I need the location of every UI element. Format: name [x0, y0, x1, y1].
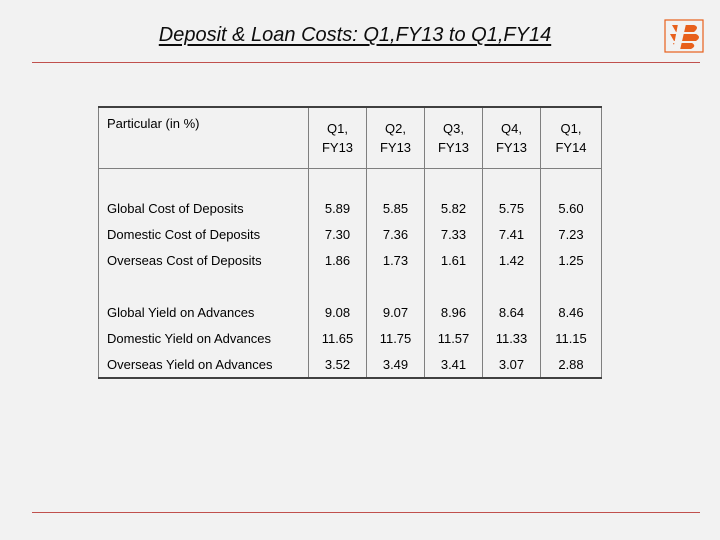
header-q3-fy13: Q3, FY13: [425, 107, 483, 169]
row-label: Global Yield on Advances: [99, 299, 309, 325]
cell-value: 8.64: [483, 299, 541, 325]
cell-value: 5.82: [425, 195, 483, 221]
header-particular: Particular (in %): [99, 107, 309, 169]
cell-value: 3.52: [309, 351, 367, 378]
cell-value: 11.15: [541, 325, 602, 351]
cost-yield-table: [98, 106, 602, 379]
cell-value: 1.86: [309, 247, 367, 273]
row-label: Overseas Yield on Advances: [99, 351, 309, 378]
cell-value: 7.23: [541, 221, 602, 247]
cell-value: 1.73: [367, 247, 425, 273]
cell-value: 11.57: [425, 325, 483, 351]
title-divider: [32, 62, 700, 63]
cell-value: 11.75: [367, 325, 425, 351]
bank-of-baroda-logo-icon: [664, 19, 704, 53]
table-row: [99, 351, 602, 378]
cell-value: 1.61: [425, 247, 483, 273]
cell-value: 7.30: [309, 221, 367, 247]
cell-value: 7.33: [425, 221, 483, 247]
cell-value: 8.46: [541, 299, 602, 325]
cell-value: 1.25: [541, 247, 602, 273]
footer-divider: [32, 512, 700, 513]
row-label: Domestic Cost of Deposits: [99, 221, 309, 247]
cell-value: 7.36: [367, 221, 425, 247]
cell-value: 11.65: [309, 325, 367, 351]
cell-value: 3.41: [425, 351, 483, 378]
cell-value: 9.08: [309, 299, 367, 325]
header-q4-fy13: Q4, FY13: [483, 107, 541, 169]
header-q1-fy14: Q1, FY14: [541, 107, 602, 169]
cell-value: 2.88: [541, 351, 602, 378]
spacer-row: [99, 169, 602, 196]
cell-value: 11.33: [483, 325, 541, 351]
table-header-row: [99, 107, 602, 169]
row-label: Global Cost of Deposits: [99, 195, 309, 221]
cell-value: 7.41: [483, 221, 541, 247]
spacer-row: [99, 273, 602, 299]
table-row: [99, 247, 602, 273]
cell-value: 8.96: [425, 299, 483, 325]
cell-value: 9.07: [367, 299, 425, 325]
row-label: Overseas Cost of Deposits: [99, 247, 309, 273]
cell-value: 5.85: [367, 195, 425, 221]
table-row: [99, 299, 602, 325]
row-label: Domestic Yield on Advances: [99, 325, 309, 351]
cell-value: 5.60: [541, 195, 602, 221]
cell-value: 3.49: [367, 351, 425, 378]
table-row: [99, 221, 602, 247]
table-row: [99, 195, 602, 221]
header-q2-fy13: Q2, FY13: [367, 107, 425, 169]
cell-value: 5.75: [483, 195, 541, 221]
header-q1-fy13: Q1, FY13: [309, 107, 367, 169]
cell-value: 1.42: [483, 247, 541, 273]
cell-value: 5.89: [309, 195, 367, 221]
cell-value: 3.07: [483, 351, 541, 378]
table-row: [99, 325, 602, 351]
page-title: Deposit & Loan Costs: Q1,FY13 to Q1,FY14: [158, 24, 552, 46]
